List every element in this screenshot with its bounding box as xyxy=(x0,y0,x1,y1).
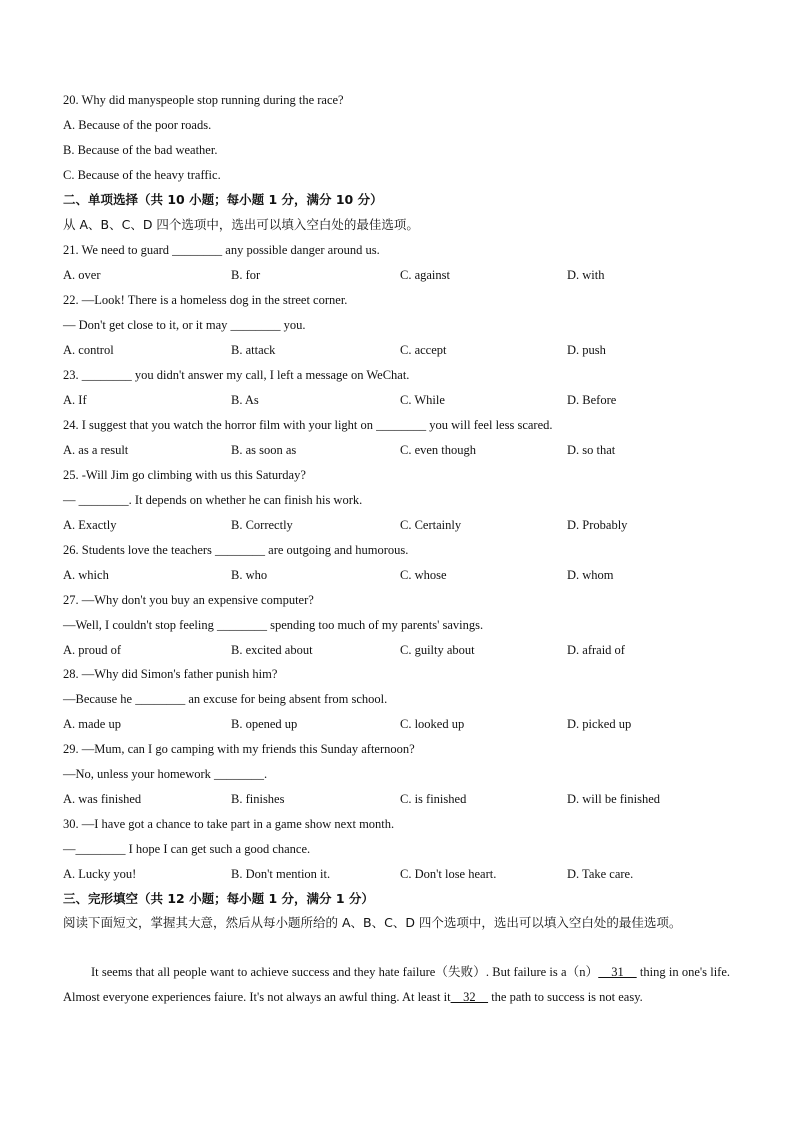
question-23-options xyxy=(63,392,763,408)
option-b: B. for xyxy=(231,268,261,282)
question-30-reply: —________ I hope I can get such a good chance. xyxy=(63,842,311,856)
option-c: C. While xyxy=(400,393,445,407)
question-27-stem: 27. —Why don't you buy an expensive computer? xyxy=(63,593,314,607)
passage-text-2: thing in one's life. Almost everyone experiences faiure. It's not always an awful thing. At least it xyxy=(63,965,731,1004)
question-20-option-c: C. Because of the heavy traffic. xyxy=(63,168,221,182)
question-23-stem: 23. ________ you didn't answer my call, I left a message on WeChat. xyxy=(63,368,410,382)
section-3-heading: 三、完形填空（共 12 小题；每小题 1 分，满分 1 分） xyxy=(63,891,374,906)
question-20-stem: 20. Why did manyspeople stop running during the race? xyxy=(63,93,344,107)
option-b: B. Correctly xyxy=(231,518,293,532)
section-2-heading: 二、单项选择（共 10 小题；每小题 1 分，满分 10 分） xyxy=(63,192,383,207)
question-27-reply: —Well, I couldn't stop feeling ________ spending too much of my parents' savings. xyxy=(63,618,484,632)
option-b: B. who xyxy=(231,568,268,582)
option-d: D. whom xyxy=(567,568,614,582)
option-a: A. as a result xyxy=(63,443,129,457)
question-30-options xyxy=(63,866,763,882)
option-c: C. guilty about xyxy=(400,643,475,657)
option-c: C. against xyxy=(400,268,450,282)
question-22-stem: 22. —Look! There is a homeless dog in the street corner. xyxy=(63,293,348,307)
option-d: D. Take care. xyxy=(567,867,634,881)
blank-31: 31 xyxy=(598,965,637,979)
option-b: B. excited about xyxy=(231,643,313,657)
passage-text-1: It seems that all people want to achieve success and they hate failure（失败）. But failure is a（n） xyxy=(91,965,599,979)
option-c: C. whose xyxy=(400,568,447,582)
option-b: B. Don't mention it. xyxy=(231,867,331,881)
option-b: B. As xyxy=(231,393,259,407)
cloze-passage xyxy=(63,960,730,1010)
option-a: A. which xyxy=(63,568,109,582)
question-28-options xyxy=(63,716,763,732)
question-25-reply: — ________. It depends on whether he can finish his work. xyxy=(63,493,363,507)
option-a: A. Lucky you! xyxy=(63,867,137,881)
question-24-stem: 24. I suggest that you watch the horror film with your light on ________ you will feel less scared. xyxy=(63,418,553,432)
option-c: C. looked up xyxy=(400,717,465,731)
question-21-stem: 21. We need to guard ________ any possible danger around us. xyxy=(63,243,380,257)
option-c: C. accept xyxy=(400,343,447,357)
option-c: C. even though xyxy=(400,443,477,457)
question-26-options xyxy=(63,567,763,583)
option-d: D. push xyxy=(567,343,606,357)
option-d: D. Probably xyxy=(567,518,628,532)
option-b: B. as soon as xyxy=(231,443,297,457)
question-25-stem: 25. -Will Jim go climbing with us this Saturday? xyxy=(63,468,306,482)
option-d: D. will be finished xyxy=(567,792,661,806)
question-21-options xyxy=(63,267,763,283)
question-20-option-b: B. Because of the bad weather. xyxy=(63,143,218,157)
option-c: C. is finished xyxy=(400,792,467,806)
question-29-stem: 29. —Mum, can I go camping with my friends this Sunday afternoon? xyxy=(63,742,415,756)
section-2-instruction: 从 A、B、C、D 四个选项中，选出可以填入空白处的最佳选项。 xyxy=(63,217,419,232)
option-d: D. afraid of xyxy=(567,643,625,657)
question-24-options xyxy=(63,442,763,458)
option-a: A. proud of xyxy=(63,643,121,657)
option-a: A. If xyxy=(63,393,87,407)
option-d: D. Before xyxy=(567,393,617,407)
question-29-reply: —No, unless your homework ________. xyxy=(63,767,268,781)
question-28-reply: —Because he ________ an excuse for being absent from school. xyxy=(63,692,388,706)
option-d: D. picked up xyxy=(567,717,632,731)
section-3-instruction: 阅读下面短文，掌握其大意，然后从每小题所给的 A、B、C、D 四个选项中，选出可以填入空白处的最佳选项。 xyxy=(63,915,682,930)
option-a: A. Exactly xyxy=(63,518,117,532)
question-28-stem: 28. —Why did Simon's father punish him? xyxy=(63,667,278,681)
option-b: B. attack xyxy=(231,343,276,357)
question-26-stem: 26. Students love the teachers ________ are outgoing and humorous. xyxy=(63,543,409,557)
option-b: B. finishes xyxy=(231,792,285,806)
option-a: A. over xyxy=(63,268,101,282)
option-d: D. so that xyxy=(567,443,616,457)
passage-text-3: the path to success is not easy. xyxy=(488,990,643,1004)
blank-32: 32 xyxy=(450,990,489,1004)
question-22-reply: — Don't get close to it, or it may ________ you. xyxy=(63,318,306,332)
option-c: C. Certainly xyxy=(400,518,462,532)
option-d: D. with xyxy=(567,268,605,282)
question-30-stem: 30. —I have got a chance to take part in a game show next month. xyxy=(63,817,395,831)
option-a: A. made up xyxy=(63,717,121,731)
option-b: B. opened up xyxy=(231,717,298,731)
option-a: A. was finished xyxy=(63,792,142,806)
question-27-options xyxy=(63,642,763,658)
option-c: C. Don't lose heart. xyxy=(400,867,497,881)
question-22-options xyxy=(63,342,763,358)
question-29-options xyxy=(63,791,763,807)
question-25-options xyxy=(63,517,763,533)
question-20-option-a: A. Because of the poor roads. xyxy=(63,118,212,132)
option-a: A. control xyxy=(63,343,114,357)
